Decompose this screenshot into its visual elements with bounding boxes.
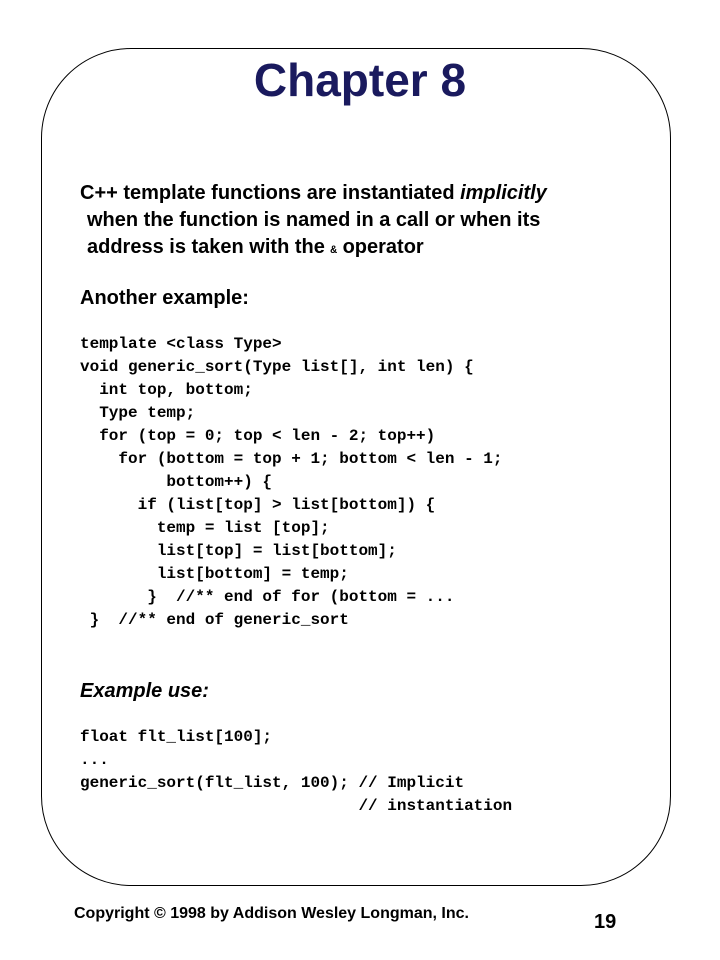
intro-paragraph — [80, 180, 680, 265]
copyright-notice: Copyright © 1998 by Addison Wesley Longman, Inc. — [74, 905, 469, 922]
code-line: } //** end of generic_sort — [80, 611, 349, 629]
code-line: temp = list [top]; — [80, 519, 330, 537]
another-example-heading: Another example: — [80, 287, 249, 309]
intro-line-3-suffix: operator — [337, 236, 424, 258]
intro-line-1 — [80, 180, 680, 207]
page-number: 19 — [594, 911, 617, 933]
code-line: if (list[top] > list[bottom]) { — [80, 496, 436, 514]
intro-line-3 — [80, 234, 680, 265]
code-line: } //** end of for (bottom = ... — [80, 588, 455, 606]
code-line: void generic_sort(Type list[], int len) { — [80, 358, 474, 376]
intro-line-1-text: C++ template functions are instantiated — [80, 182, 461, 204]
code-line: list[bottom] = temp; — [80, 565, 349, 583]
ampersand-symbol: & — [330, 245, 338, 257]
code-line: Type temp; — [80, 404, 196, 422]
code-line: float flt_list[100]; — [80, 728, 273, 746]
intro-emphasis: implicitly — [460, 182, 547, 204]
code-line: bottom++) { — [80, 473, 273, 491]
code-line: ... — [80, 751, 109, 769]
code-block-example-use — [80, 726, 512, 818]
example-use-heading: Example use: — [80, 680, 209, 702]
code-line: template <class Type> — [80, 335, 282, 353]
slide-title: Chapter 8 — [253, 54, 467, 106]
code-line: int top, bottom; — [80, 381, 253, 399]
code-line: for (top = 0; top < len - 2; top++) — [80, 427, 436, 445]
code-line: generic_sort(flt_list, 100); // Implicit — [80, 774, 465, 792]
code-block-generic-sort — [80, 333, 502, 632]
code-line: list[top] = list[bottom]; — [80, 542, 397, 560]
code-line: // instantiation — [80, 797, 513, 815]
intro-line-2: when the function is named in a call or when its — [87, 209, 541, 231]
intro-line-3-text: address is taken with the — [87, 236, 331, 258]
code-line: for (bottom = top + 1; bottom < len - 1; — [80, 450, 503, 468]
